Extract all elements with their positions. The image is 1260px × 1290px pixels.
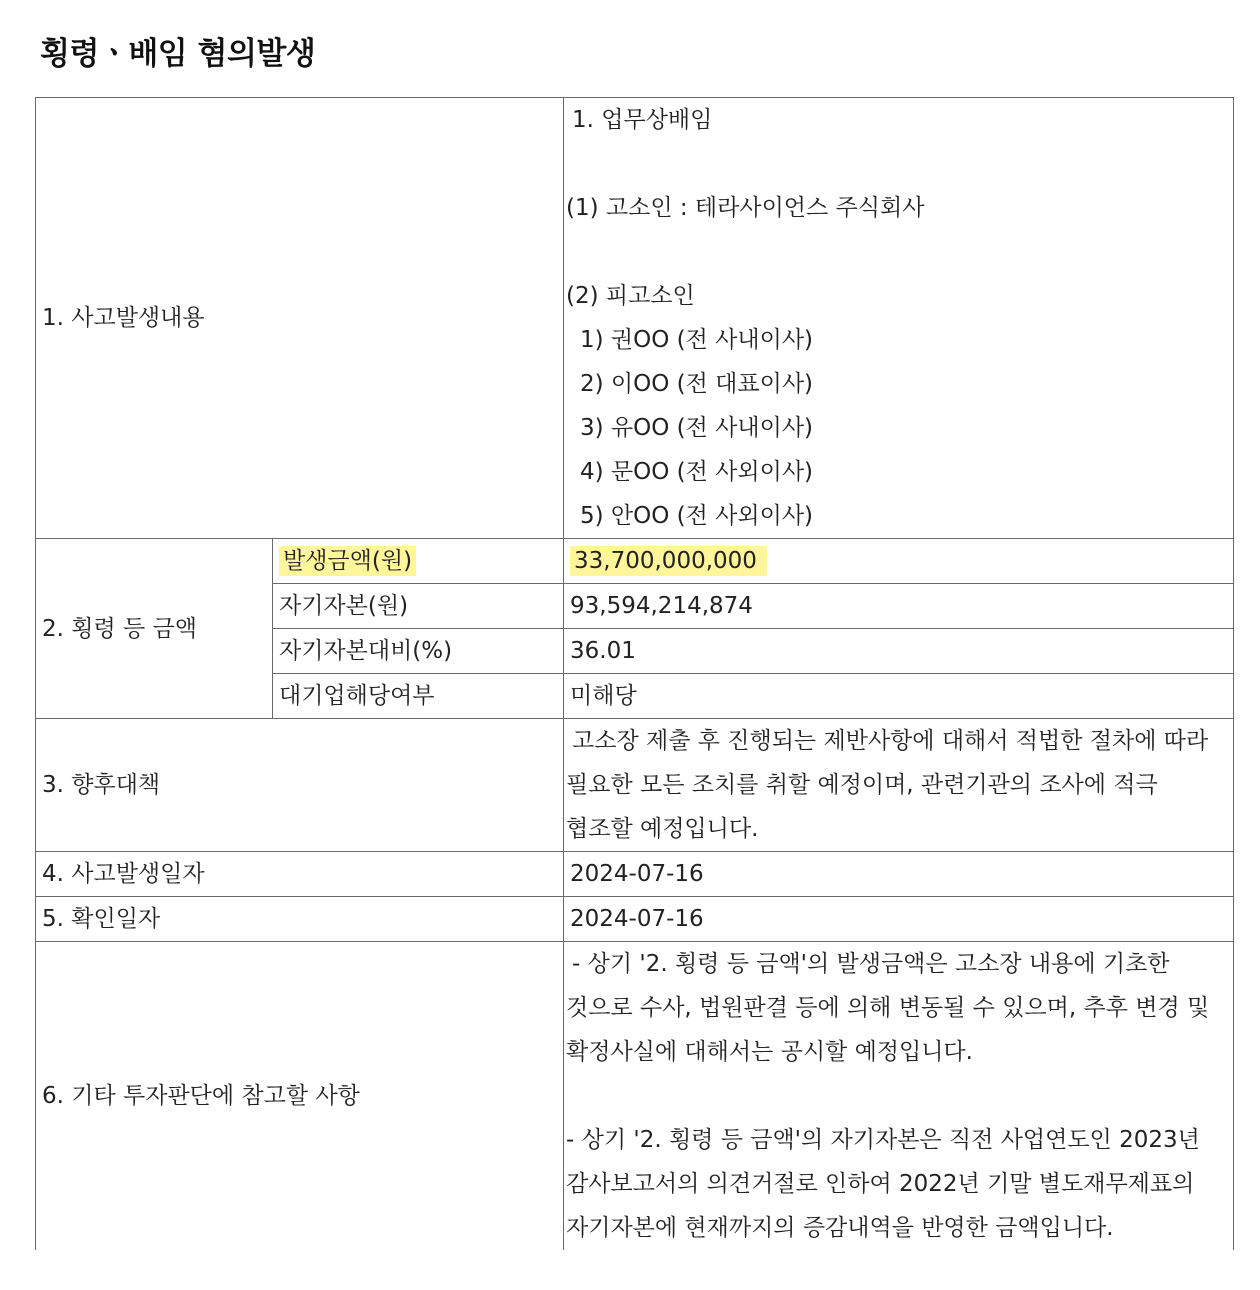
other-content <box>564 942 1234 1251</box>
incident-line: 4) 문OO (전 사외이사) <box>580 459 814 485</box>
incident-label: 1. 사고발생내용 <box>36 98 564 539</box>
measures-content <box>564 719 1234 852</box>
table-row-amount <box>36 539 1234 584</box>
incident-content <box>564 98 1234 539</box>
other-paragraph: - 상기 '2. 횡령 등 금액'의 발생금액은 고소장 내용에 기초한 것으로 수사, 법원판결 등에 의해 변동될 수 있으며, 추후 변경 및 확정사실에 대해서는 공시할 예정입니다. <box>566 951 1210 1065</box>
amount-item-value: 미해당 <box>564 674 1234 719</box>
table-row-occurrence-date <box>36 852 1234 897</box>
other-spacer <box>566 1074 1233 1118</box>
incident-line: 1. 업무상배임 <box>572 107 713 133</box>
incident-line: 3) 유OO (전 사내이사) <box>580 415 814 441</box>
incident-line: 5) 안OO (전 사외이사) <box>580 503 814 529</box>
confirm-date-label: 5. 확인일자 <box>36 897 564 942</box>
occurrence-date-label: 4. 사고발생일자 <box>36 852 564 897</box>
disclosure-table <box>35 97 1234 1250</box>
amount-occurred-label: 발생금액(원) <box>279 546 416 576</box>
amount-item-value <box>564 539 1234 584</box>
amount-item-value: 93,594,214,874 <box>564 584 1234 629</box>
table-row-other <box>36 942 1234 1251</box>
confirm-date-value: 2024-07-16 <box>564 897 1234 942</box>
table-row-confirm-date <box>36 897 1234 942</box>
amount-item-label: 대기업해당여부 <box>273 674 564 719</box>
table-row-incident <box>36 98 1234 539</box>
amount-item-label: 자기자본(원) <box>273 584 564 629</box>
page-title: 횡령ㆍ배임 혐의발생 <box>40 36 316 72</box>
amount-item-label <box>273 539 564 584</box>
incident-line: 1) 권OO (전 사내이사) <box>580 327 814 353</box>
other-label: 6. 기타 투자판단에 참고할 사항 <box>36 942 564 1251</box>
amount-label: 2. 횡령 등 금액 <box>36 539 273 719</box>
occurrence-date-value: 2024-07-16 <box>564 852 1234 897</box>
other-paragraph: - 상기 '2. 횡령 등 금액'의 자기자본은 직전 사업연도인 2023년 감사보고서의 의견거절로 인하여 2022년 기말 별도재무제표의 자기자본에 현재까지의 증감내역을 반영한 금액입니다. <box>566 1127 1200 1241</box>
incident-line: (1) 고소인 : 테라사이언스 주식회사 <box>566 195 925 221</box>
amount-item-label: 자기자본대비(%) <box>273 629 564 674</box>
measures-label: 3. 향후대책 <box>36 719 564 852</box>
amount-item-value: 36.01 <box>564 629 1234 674</box>
amount-occurred-value: 33,700,000,000 <box>570 546 767 576</box>
table-row-measures <box>36 719 1234 852</box>
incident-spacer <box>566 230 1233 274</box>
measures-text: 고소장 제출 후 진행되는 제반사항에 대해서 적법한 절차에 따라 필요한 모든 조치를 취할 예정이며, 관련기관의 조사에 적극 협조할 예정입니다. <box>566 728 1209 842</box>
incident-line: (2) 피고소인 <box>566 283 695 309</box>
incident-spacer <box>566 142 1233 186</box>
incident-line: 2) 이OO (전 대표이사) <box>580 371 814 397</box>
